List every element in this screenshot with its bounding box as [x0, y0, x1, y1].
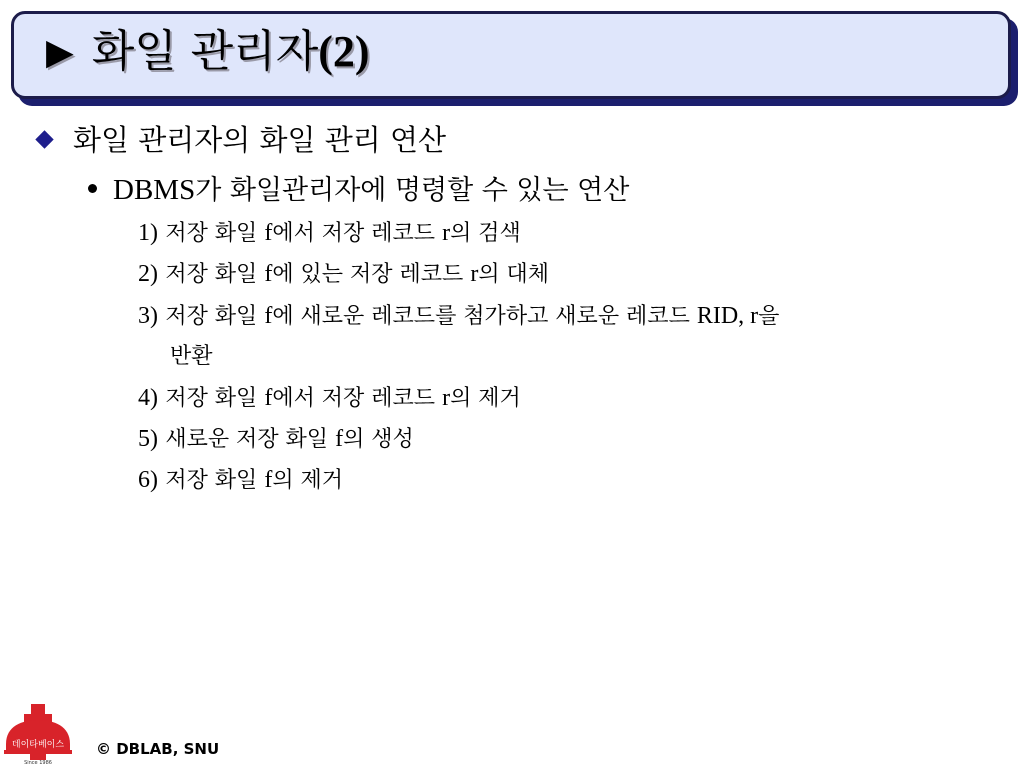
item-var: f	[264, 467, 273, 493]
list-item-continuation	[170, 338, 213, 374]
dblab-logo	[0, 700, 76, 768]
item-number: 6)	[138, 467, 158, 493]
list-item	[138, 462, 343, 498]
dot-bullet-icon	[88, 184, 97, 193]
item-var: r	[470, 261, 479, 287]
item-text: 의 검색	[450, 221, 521, 246]
diamond-bullet-icon	[35, 130, 53, 148]
item-text: 에서 저장 레코드	[272, 386, 443, 411]
list-item	[138, 421, 414, 457]
item-var: f	[264, 261, 273, 287]
item-number: 5)	[138, 426, 158, 452]
item-text: 의 제거	[272, 468, 344, 493]
list-item	[138, 380, 521, 416]
logo-text: 데이타베이스	[11, 740, 65, 750]
item-text: 의 대체	[478, 262, 550, 287]
title-korean: 화일 관리자	[91, 26, 319, 77]
item-number: 2)	[138, 261, 158, 287]
item-var: r	[442, 385, 451, 411]
heading-bullet	[38, 120, 446, 160]
list-item	[138, 298, 779, 334]
item-text: 에 새로운 레코드를 첨가하고 새로운 레코드	[272, 304, 697, 329]
item-var: f	[264, 303, 273, 329]
logo-since: Since 1986	[24, 760, 52, 766]
item-text: 반환	[170, 344, 213, 369]
item-text: 저장 화일	[165, 468, 265, 493]
list-item	[138, 215, 521, 251]
heading-text: 화일 관리자의 화일 관리 연산	[73, 123, 447, 157]
item-text: 에서 저장 레코드	[272, 221, 443, 246]
item-number: 3)	[138, 303, 158, 329]
play-arrow-icon: ▶	[46, 32, 74, 73]
item-var: f	[264, 220, 273, 246]
item-text: 에 있는 저장 레코드	[272, 262, 471, 287]
logo-base	[4, 750, 72, 754]
item-text: 저장 화일	[165, 386, 265, 411]
item-text: 을	[758, 304, 780, 329]
item-text: 저장 화일	[165, 221, 265, 246]
item-number: 4)	[138, 385, 158, 411]
list-item	[138, 256, 549, 292]
item-text: 저장 화일	[165, 262, 265, 287]
item-text: 새로운 저장 화일	[165, 427, 336, 452]
item-var: f	[264, 385, 273, 411]
item-var: r	[442, 220, 451, 246]
slide-title	[46, 22, 370, 82]
sub-bullet-latin: DBMS	[113, 174, 196, 206]
item-var: RID, r	[696, 303, 759, 329]
sub-bullet-korean: 가 화일관리자에 명령할 수 있는 연산	[195, 175, 630, 206]
item-text: 저장 화일	[165, 304, 265, 329]
item-var: f	[335, 426, 344, 452]
item-text: 의 제거	[450, 386, 521, 411]
title-number: (2)	[318, 27, 370, 76]
footer-copyright: © DBLAB, SNU	[96, 740, 220, 758]
item-text: 의 생성	[343, 427, 414, 452]
item-number: 1)	[138, 220, 158, 246]
sub-bullet	[88, 170, 629, 210]
